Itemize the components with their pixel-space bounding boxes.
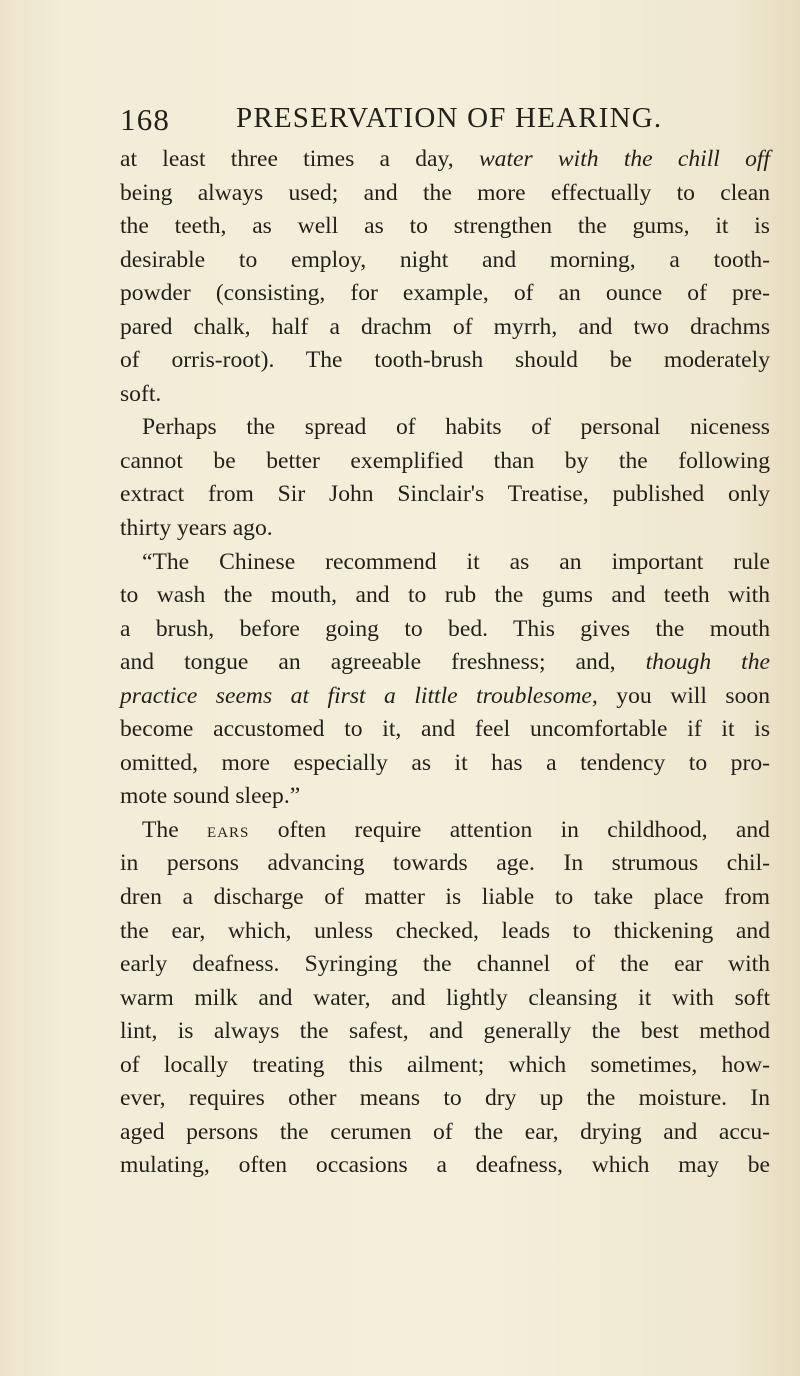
text-run: in persons advancing towards age. In strumous chil- [120, 850, 770, 877]
text-line [120, 847, 770, 881]
small-caps-text: ears [207, 817, 250, 842]
text-run: the ear, which, unless checked, leads to thickening and [120, 917, 770, 944]
text-run: of locally treating this ailment; which sometimes, how- [120, 1051, 770, 1078]
text-run: the teeth, as well as to strengthen the gums, it is [120, 213, 770, 240]
text-run: and tongue an agreeable freshness; and, [120, 649, 646, 676]
text-run: become accustomed to it, and feel uncomfortable if it is [120, 716, 770, 743]
text-line [120, 646, 770, 680]
text-run: dren a discharge of matter is liable to take place from [120, 884, 770, 911]
text-run: aged persons the cerumen of the ear, drying and accu- [120, 1118, 770, 1145]
text-line [120, 948, 770, 982]
text-line [120, 344, 770, 378]
text-run: early deafness. Syringing the channel of the ear with [120, 951, 770, 978]
text-line [120, 1082, 770, 1116]
text-line [120, 713, 770, 747]
text-line [120, 546, 770, 580]
text-run: The [142, 816, 208, 843]
text-line [120, 747, 770, 781]
text-run: mote sound sleep.” [120, 783, 301, 810]
text-run: powder (consisting, for example, of an ounce of pre- [120, 280, 770, 307]
body-text [120, 143, 770, 1183]
text-line [120, 411, 770, 445]
text-run: lint, is always the safest, and generally the best method [120, 1018, 770, 1045]
text-line [120, 277, 770, 311]
italic-text: water with the chill off [478, 146, 770, 172]
text-line [120, 177, 770, 211]
text-run: you will soon [597, 682, 770, 709]
text-line [120, 1116, 770, 1150]
text-line [120, 1049, 770, 1083]
text-line [120, 982, 770, 1016]
running-head: PRESERVATION OF HEARING. [236, 102, 663, 134]
text-run: “The Chinese recommend it as an important rule [142, 548, 770, 575]
text-run: Perhaps the spread of habits of personal niceness [142, 414, 770, 441]
text-line [120, 478, 770, 512]
text-run: to wash the mouth, and to rub the gums and teeth with [120, 582, 770, 609]
text-run: often require attention in childhood, and [249, 816, 770, 843]
text-run: warm milk and water, and lightly cleansing it with soft [120, 984, 770, 1011]
italic-text: practice seems at first a little troublesome, [120, 682, 598, 709]
text-run: mulating, often occasions a deafness, which may be [120, 1152, 770, 1179]
text-line [120, 512, 770, 546]
text-line [120, 378, 770, 412]
text-line [120, 1149, 770, 1183]
text-line [120, 881, 770, 915]
text-line [120, 814, 770, 848]
text-run: omitted, more especially as it has a tendency to pro- [120, 749, 770, 776]
text-run: desirable to employ, night and morning, a tooth- [120, 246, 770, 273]
text-run: thirty years ago. [120, 515, 273, 542]
text-line [120, 1015, 770, 1049]
text-line [120, 244, 770, 278]
text-run: soft. [120, 380, 162, 407]
page-number: 168 [120, 102, 171, 137]
text-run: a brush, before going to bed. This gives the mouth [120, 615, 770, 642]
text-run: pared chalk, half a drachm of myrrh, and two drachms [120, 313, 770, 340]
text-line [120, 311, 770, 345]
text-line [120, 143, 770, 177]
text-run: ever, requires other means to dry up the moisture. In [120, 1085, 770, 1112]
italic-text: though the [645, 649, 770, 676]
text-run: at least three times a day, [120, 146, 479, 172]
text-line [120, 613, 770, 647]
text-run: being always used; and the more effectually to clean [120, 179, 770, 206]
text-line [120, 915, 770, 949]
text-run: cannot be better exemplified than by the following [120, 447, 770, 474]
text-run: extract from Sir John Sinclair's Treatise, published only [120, 481, 770, 508]
page-header [120, 102, 680, 142]
text-line [120, 445, 770, 479]
text-run: of orris-root). The tooth-brush should be moderately [120, 347, 770, 374]
text-line [120, 780, 770, 814]
text-line [120, 680, 770, 714]
text-line [120, 210, 770, 244]
text-line [120, 579, 770, 613]
